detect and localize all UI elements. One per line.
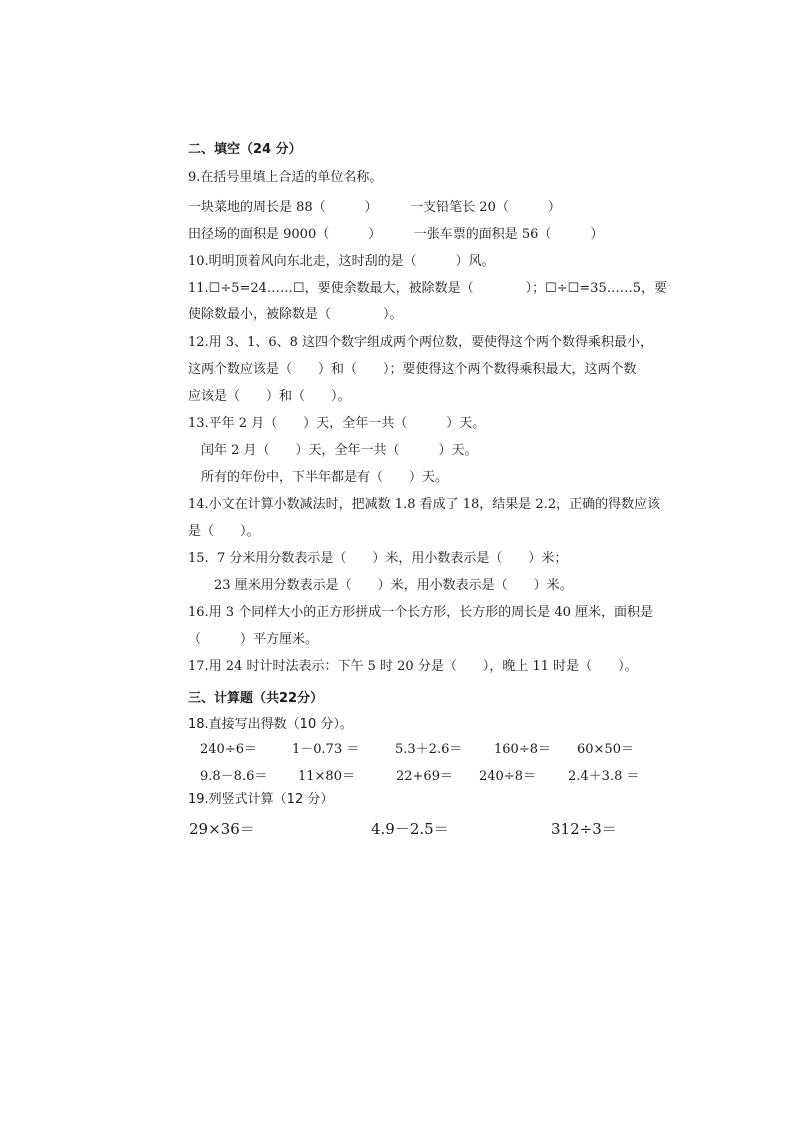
q16-line-1: 16.用 3 个同样大小的正方形拼成一个长方形，长方形的周长是 40 厘米，面积是: [188, 605, 654, 620]
q19-item: 312÷3＝: [551, 820, 617, 838]
q9-line-1: 一块菜地的周长是 88（ ） 一支铅笔长 20（ ）: [188, 200, 561, 215]
q18-item: 2.4＋3.8 ＝: [568, 769, 640, 784]
q19-item: 4.9－2.5＝: [371, 820, 449, 838]
q10: 10.明明顶着风向东北走，这时刮的是（ ）风。: [188, 254, 495, 269]
q13-line-3: 所有的年份中，下半年都是有（ ）天。: [188, 470, 449, 485]
q9-line-2: 田径场的面积是 9000（ ） 一张车票的面积是 56（ ）: [188, 227, 604, 242]
q15-line-2: 23 厘米用分数表示是（ ）米，用小数表示是（ ）米。: [188, 578, 573, 593]
q14-line-1: 14.小文在计算小数减法时，把减数 1.8 看成了 18，结果是 2.2，正确的得数应该: [188, 497, 661, 512]
q18-item: 160÷8＝: [494, 742, 551, 757]
q12-line-3: 应该是（ ）和（ ）。: [188, 389, 351, 404]
q11-line-2: 使除数最小，被除数是（ ）。: [188, 307, 403, 322]
q18-item: 22+69＝: [396, 769, 453, 784]
q16-line-2: （ ）平方厘米。: [188, 632, 319, 647]
q18-item: 1－0.73 ＝: [292, 742, 360, 757]
q18-prompt: 18.直接写出得数（10 分）。: [188, 717, 353, 732]
q9-prompt: 9.在括号里填上合适的单位名称。: [188, 170, 383, 185]
q18-item: 5.3＋2.6＝: [395, 742, 463, 757]
q12-line-1: 12.用 3、1、6、8 这四个数字组成两个两位数，要使得这个两个数得乘积最小，: [188, 335, 654, 350]
q12-line-2: 这两个数应该是（ ）和（ ）；要使得这个两个数得乘积最大，这两个数: [188, 362, 637, 377]
q13-line-2: 闰年 2 月（ ）天，全年一共（ ）天。: [188, 443, 478, 458]
q18-item: 11×80＝: [298, 769, 355, 784]
q18-item: 240÷8＝: [479, 769, 536, 784]
q18-item: 60×50＝: [577, 742, 634, 757]
q15-line-1: 15. 7 分米用分数表示是（ ）米，用小数表示是（ ）米；: [188, 551, 568, 566]
q13-line-1: 13.平年 2 月（ ）天，全年一共（ ）天。: [188, 416, 486, 431]
q19-item: 29×36＝: [189, 820, 255, 838]
q14-line-2: 是（ ）。: [188, 524, 260, 539]
q19-prompt: 19.列竖式计算（12 分）: [188, 792, 334, 807]
q18-item: 9.8－8.6＝: [200, 769, 268, 784]
q17: 17.用 24 时计时法表示：下午 5 时 20 分是（ ），晚上 11 时是（ ）。: [188, 659, 638, 674]
q18-item: 240÷6＝: [200, 742, 257, 757]
section-2-title: 二、填空（24 分）: [188, 142, 302, 157]
q11-line-1: 11.☐÷5=24……☐，要使余数最大，被除数是（ ）；☐÷☐=35……5，要: [188, 281, 667, 296]
section-3-title: 三、计算题（共22分）: [188, 691, 324, 706]
